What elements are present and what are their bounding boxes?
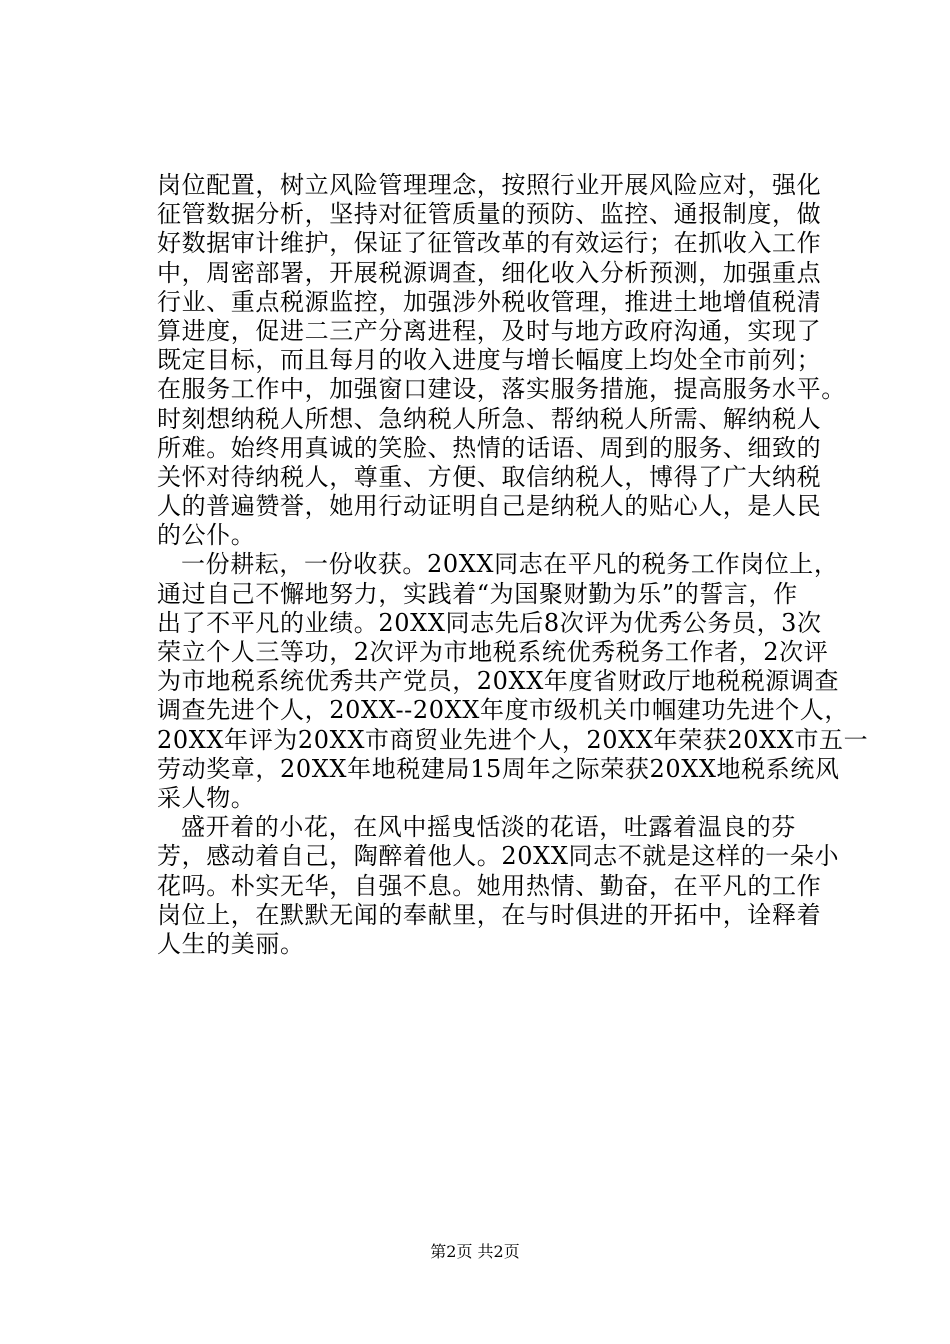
paragraph-start-line: 盛开着的小花，在风中摇曳恬淡的花语，吐露着温良的芬 [181,813,796,842]
text-line: 花吗。朴实无华，自强不息。她用热情、勤奋，在平凡的工作 [157,871,822,900]
text-line: 所难。始终用真诚的笑脸、热情的话语、周到的服务、细致的 [157,433,822,462]
text-line: 既定目标，而且每月的收入进度与增长幅度上均处全市前列； [157,346,822,375]
text-line: 出了不平凡的业绩。20XX同志先后8次评为优秀公务员，3次 [157,608,822,637]
text-line: 荣立个人三等功，2次评为市地税系统优秀税务工作者，2次评 [157,638,829,666]
text-line: 芳，感动着自己，陶醉着他人。20XX同志不就是这样的一朵小 [157,842,840,871]
text-line: 采人物。 [157,783,256,812]
text-line: 行业、重点税源监控，加强涉外税收管理，推进土地增值税清 [157,287,822,316]
text-line: 劳动奖章，20XX年地税建局15周年之际荣获20XX地税系统风 [157,754,840,783]
paragraph-start-line: 一份耕耘，一份收获。20XX同志在平凡的税务工作岗位上， [181,550,839,579]
text-line: 好数据审计维护，保证了征管改革的有效运行；在抓收入工作 [157,229,822,258]
document-body [157,171,869,959]
text-line: 岗位配置，树立风险管理理念，按照行业开展风险应对，强化 [157,171,822,199]
text-line: 中，周密部署，开展税源调查，细化收入分析预测，加强重点 [157,258,822,287]
text-line: 人生的美丽。 [157,929,305,958]
text-line: 为市地税系统优秀共产党员，20XX年度省财政厅地税税源调查 [157,667,840,696]
text-line: 的公仆。 [157,521,256,550]
text-line: 通过自己不懈地努力，实践着“为国聚财勤为乐”的誓言，作 [157,579,798,608]
text-line: 时刻想纳税人所想、急纳税人所急、帮纳税人所需、解纳税人 [157,404,822,433]
text-line: 人的普遍赞誉，她用行动证明自己是纳税人的贴心人，是人民 [157,492,822,521]
text-line: 在服务工作中，加强窗口建设，落实服务措施，提高服务水平。 [157,375,846,404]
text-line: 征管数据分析，坚持对征管质量的预防、监控、通报制度，做 [157,200,822,229]
text-line: 调查先进个人，20XX--20XX年度市级机关巾帼建功先进个人， [157,696,849,725]
page-footer: 第2页 共2页 [430,1242,520,1261]
text-line: 算进度，促进二三产分离进程，及时与地方政府沟通，实现了 [157,316,822,345]
text-line: 关怀对待纳税人，尊重、方便、取信纳税人，博得了广大纳税 [157,462,822,491]
text-line: 岗位上，在默默无闻的奉献里，在与时俱进的开拓中，诠释着 [157,900,822,929]
text-line: 20XX年评为20XX市商贸业先进个人，20XX年荣获20XX市五一 [157,725,869,754]
